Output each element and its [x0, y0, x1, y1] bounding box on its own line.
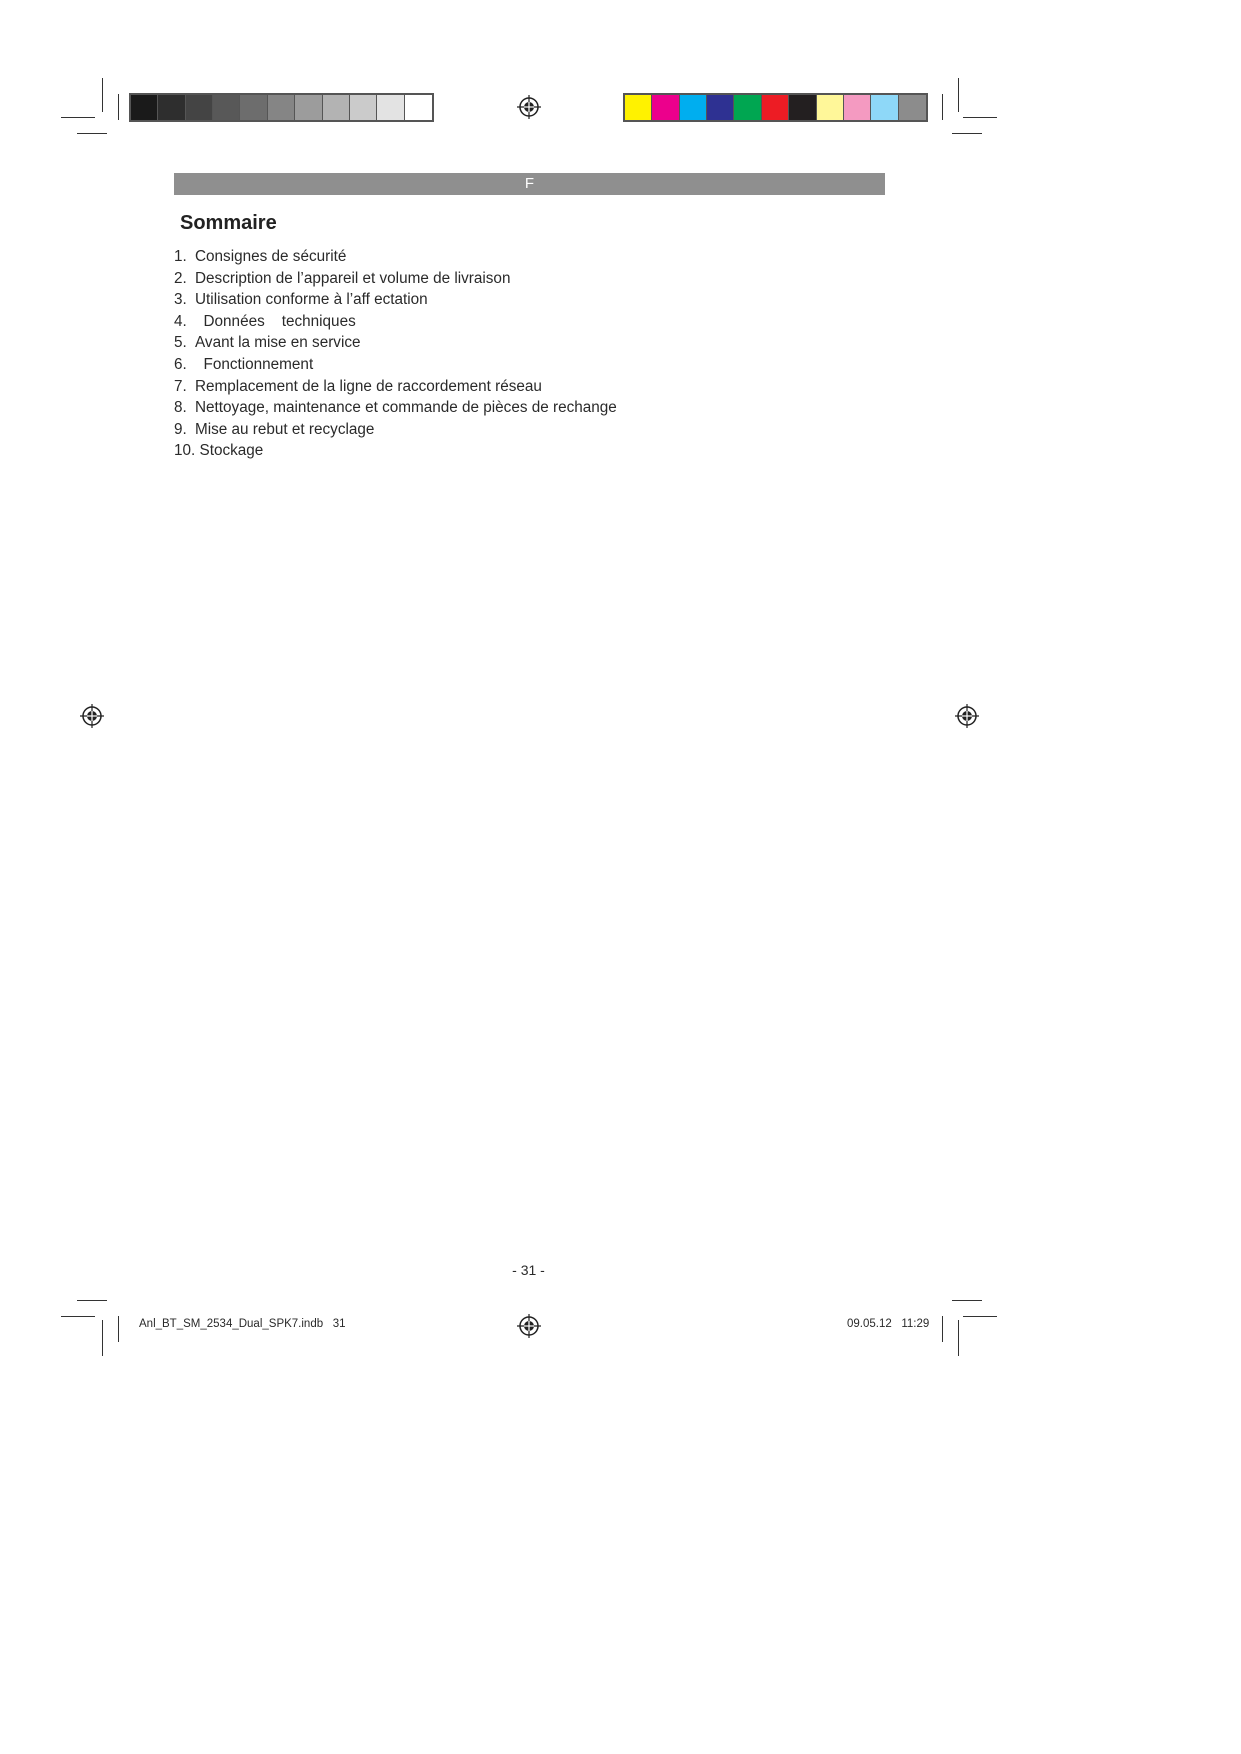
- crop-mark: [942, 1316, 943, 1342]
- crop-mark: [118, 94, 119, 120]
- color-swatch: [899, 95, 926, 120]
- color-swatch: [186, 95, 213, 120]
- color-swatch: [762, 95, 789, 120]
- color-swatch: [652, 95, 679, 120]
- color-swatch: [680, 95, 707, 120]
- color-swatch: [213, 95, 240, 120]
- registration-target-icon: [955, 704, 979, 728]
- process-color-bar: [623, 93, 928, 122]
- crop-mark: [958, 1320, 959, 1356]
- registration-target-icon: [517, 95, 541, 119]
- toc-title: Sommaire: [180, 212, 277, 234]
- color-swatch: [158, 95, 185, 120]
- toc-item: [174, 311, 617, 333]
- crop-mark: [61, 1316, 95, 1317]
- toc-list: [174, 246, 617, 462]
- color-swatch: [789, 95, 816, 120]
- color-swatch: [844, 95, 871, 120]
- crop-mark: [942, 94, 943, 120]
- color-swatch: [350, 95, 377, 120]
- color-swatch: [295, 95, 322, 120]
- toc-item-number: 1.: [174, 248, 187, 265]
- toc-item: [174, 268, 617, 290]
- toc-item: [174, 246, 617, 268]
- toc-item-number: 6.: [174, 355, 187, 373]
- toc-item-number: 4.: [174, 312, 187, 330]
- toc-item-number: 2.: [174, 269, 187, 287]
- toc-item: [174, 289, 617, 311]
- toc-item-text: Utilisation conforme à l’aff ectation: [195, 291, 428, 309]
- registration-target-icon: [517, 1314, 541, 1338]
- toc-item-text: Remplacement de la ligne de raccordement réseau: [195, 377, 542, 395]
- toc-item-text: Fonctionnement: [195, 355, 314, 373]
- crop-mark: [963, 1316, 997, 1317]
- color-swatch: [323, 95, 350, 120]
- toc-item-number: 10.: [174, 442, 196, 460]
- footer-file-info: Anl_BT_SM_2534_Dual_SPK7.indb 31: [139, 1318, 346, 1330]
- toc-item-text: Mise au rebut et recyclage: [195, 420, 375, 438]
- crop-mark: [952, 133, 982, 134]
- crop-mark: [61, 117, 95, 118]
- toc-item: [174, 354, 617, 376]
- color-swatch: [405, 95, 432, 120]
- footer-timestamp: 09.05.12 11:29: [847, 1318, 930, 1330]
- toc-item: [174, 419, 617, 441]
- color-swatch: [377, 95, 404, 120]
- crop-mark: [77, 1300, 107, 1301]
- color-swatch: [268, 95, 295, 120]
- crop-mark: [118, 1316, 119, 1342]
- color-swatch: [240, 95, 267, 120]
- toc-item: [174, 376, 617, 398]
- toc-item-text: Stockage: [195, 442, 264, 460]
- toc-item-number: 7.: [174, 377, 187, 395]
- color-swatch: [734, 95, 761, 120]
- toc-item-text: Description de l’appareil et volume de livraison: [195, 269, 511, 287]
- crop-mark: [963, 117, 997, 118]
- language-tab: F: [174, 173, 885, 195]
- color-swatch: [817, 95, 844, 120]
- crop-mark: [958, 78, 959, 112]
- crop-mark: [102, 78, 103, 112]
- registration-target-icon: [80, 704, 104, 728]
- toc-item-number: 9.: [174, 420, 187, 438]
- color-swatch: [131, 95, 158, 120]
- color-swatch: [625, 95, 652, 120]
- toc-item: [174, 397, 617, 419]
- toc-item-text: Consignes de sécurité: [195, 248, 347, 265]
- color-swatch: [707, 95, 734, 120]
- crop-mark: [952, 1300, 982, 1301]
- toc-item-number: 8.: [174, 399, 187, 417]
- color-swatch: [871, 95, 898, 120]
- toc-item-text: Avant la mise en service: [195, 334, 361, 352]
- crop-mark: [77, 133, 107, 134]
- toc-item-text: Données techniques: [195, 312, 356, 330]
- toc-item-number: 5.: [174, 334, 187, 352]
- toc-item: [174, 332, 617, 354]
- toc-item: [174, 440, 617, 462]
- toc-item-number: 3.: [174, 291, 187, 309]
- crop-mark: [102, 1320, 103, 1356]
- grayscale-color-bar: [129, 93, 434, 122]
- toc-item-text: Nettoyage, maintenance et commande de pièces de rechange: [195, 399, 617, 417]
- page-number: - 31 -: [512, 1262, 545, 1278]
